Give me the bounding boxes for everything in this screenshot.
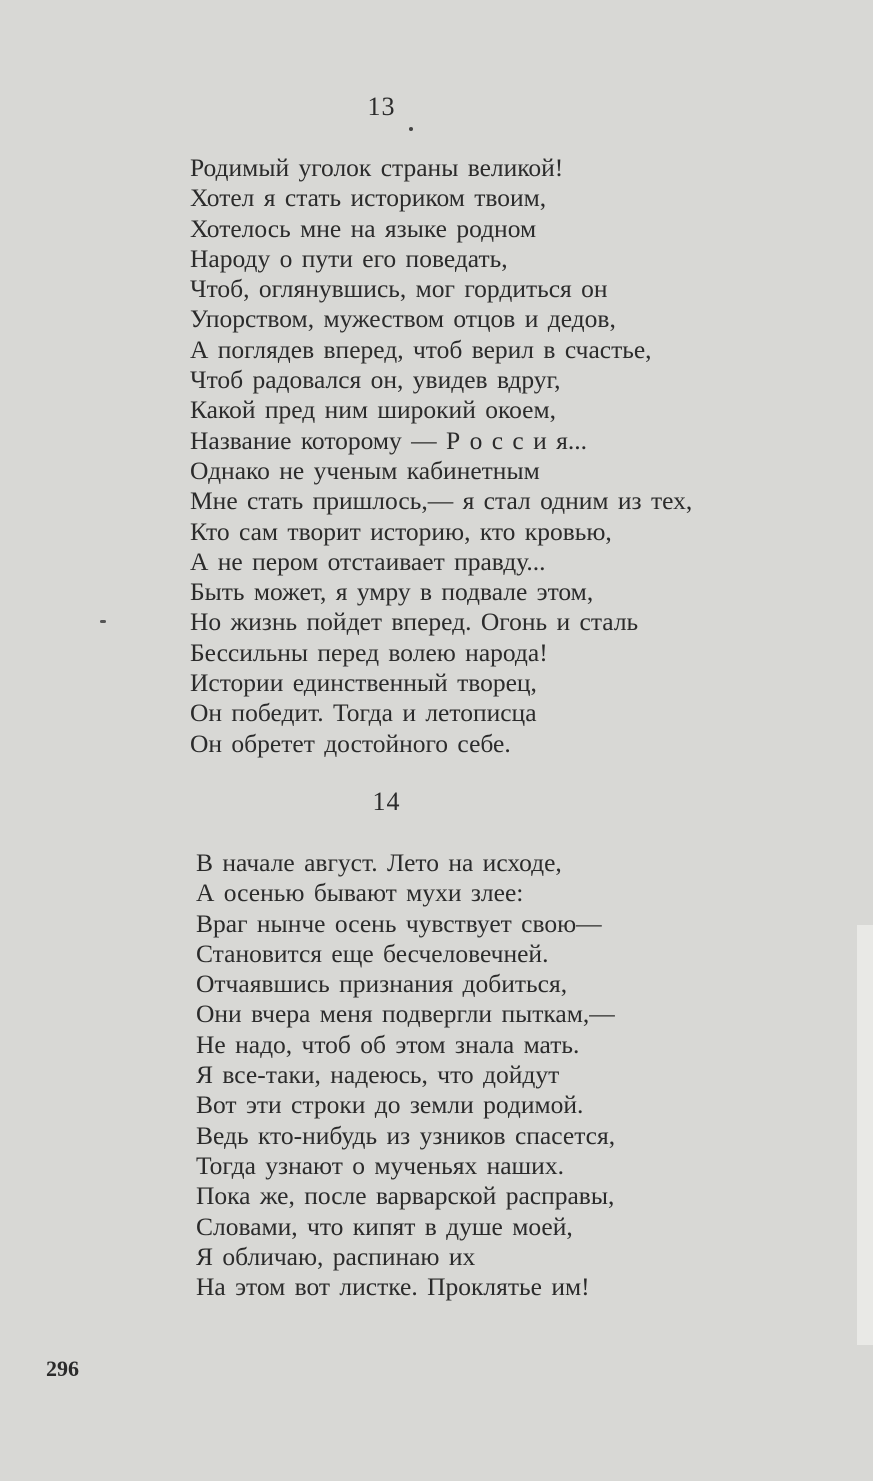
poem-line: Какой пред ним широкий окоем,: [190, 395, 556, 425]
poem-line: А не пером отстаивает правду...: [190, 546, 546, 576]
poem-line: Он обретет достойного себе.: [190, 728, 511, 758]
poem-number-13: 13: [367, 92, 396, 121]
poem-line: Я обличаю, распинаю их: [196, 1241, 476, 1271]
poem-14-text: [196, 848, 615, 1302]
poem-13-text: [190, 153, 692, 759]
poem-line: Не надо, чтоб об этом знала мать.: [196, 1029, 580, 1059]
poem-line: Бессильны перед волею народа!: [190, 637, 548, 667]
poem-line: Враг нынче осень чувствует свою—: [196, 908, 602, 938]
poem-line: Я все-таки, надеюсь, что дойдут: [196, 1060, 560, 1090]
poem-line: Пока же, после варварской расправы,: [196, 1181, 615, 1211]
poem-line: Тогда узнают о мученьях наших.: [196, 1150, 564, 1180]
poem-line: На этом вот листке. Проклятье им!: [196, 1272, 590, 1302]
poem-line: Родимый уголок страны великой!: [190, 153, 564, 182]
poem-line: Хотелось мне на языке родном: [190, 213, 537, 243]
poem-line: Мне стать пришлось,— я стал одним из тех,: [190, 486, 693, 516]
poem-line: Название которому — Р о с с и я...: [190, 425, 587, 455]
poem-line: Становится еще бесчеловечней.: [196, 938, 549, 968]
poem-number-14: 14: [372, 787, 401, 816]
poem-line: Но жизнь пойдет вперед. Огонь и сталь: [190, 607, 639, 637]
poem-line: Народу о пути его поведать,: [190, 243, 508, 273]
poem-line: Быть может, я умру в подвале этом,: [190, 577, 594, 607]
poem-line: А поглядев вперед, чтоб верил в счастье,: [190, 334, 652, 364]
poem-line: Чтоб, оглянувшись, мог гордиться он: [190, 274, 608, 304]
ink-dot: [409, 127, 413, 131]
poem-line: Словами, что кипят в душе моей,: [196, 1211, 573, 1241]
page-number: 296: [46, 1356, 79, 1381]
poem-line: Отчаявшись признания добиться,: [196, 969, 568, 999]
poem-line: Упорством, мужеством отцов и дедов,: [190, 304, 616, 334]
poem-line: Чтоб радовался он, увидев вдруг,: [190, 365, 561, 395]
poem-line: Он победит. Тогда и летописца: [190, 698, 537, 728]
poem-line: Ведь кто-нибудь из узников спасется,: [196, 1120, 616, 1150]
poem-line: В начале август. Лето на исходе,: [196, 848, 562, 877]
page-edge: [857, 925, 873, 1345]
poem-line: А осенью бывают мухи злее:: [196, 878, 524, 908]
poem-line: Истории единственный творец,: [190, 668, 537, 698]
poem-line: Вот эти строки до земли родимой.: [196, 1090, 584, 1120]
print-speck: [100, 620, 106, 623]
poem-line: Хотел я стать историком твоим,: [190, 183, 547, 213]
poem-line: Кто сам творит историю, кто кровью,: [190, 516, 612, 546]
poem-line: Они вчера меня подвергли пыткам,—: [196, 999, 615, 1029]
poem-line: Однако не ученым кабинетным: [190, 455, 540, 485]
